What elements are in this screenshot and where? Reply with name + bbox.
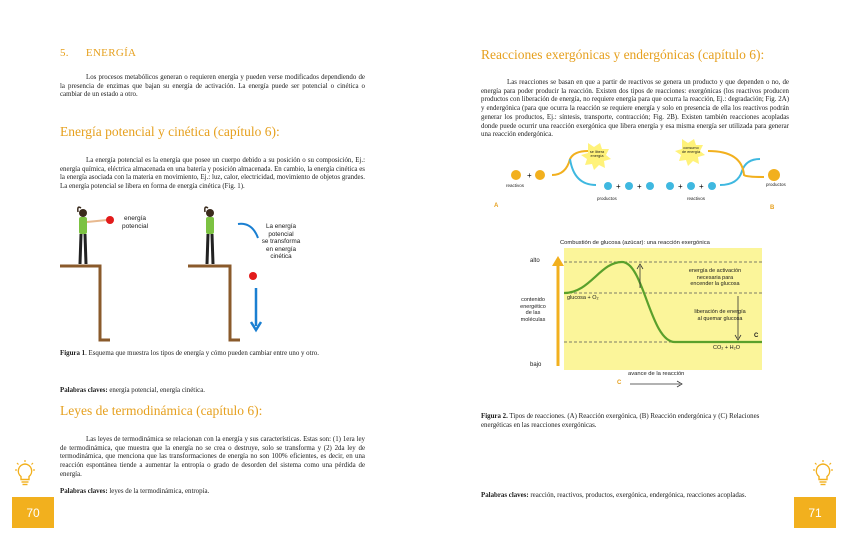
- person-left: [78, 207, 107, 264]
- y-axis-arrowhead: [552, 256, 564, 266]
- label-productos-b: productos: [766, 182, 786, 187]
- figure-1: [60, 198, 320, 344]
- svg-text:+: +: [637, 182, 642, 191]
- lightbulb-icon: [13, 460, 37, 490]
- label-potential-energy: energía potencial: [122, 215, 149, 230]
- letter-c: C: [617, 380, 622, 386]
- chart-title: Combustión de glucosa (azúcar): una reacción exergónica: [560, 240, 710, 246]
- ball-falling: [249, 272, 257, 280]
- figure-2-caption: Figura 2. Tipos de reacciones. (A) Reacción exergónica, (B) Reacción endergónica y (C) Relaciones energéticas en las reacciones exergónicas.: [481, 413, 760, 429]
- right-page: [424, 0, 848, 549]
- page-number: 71: [794, 497, 836, 528]
- cliff-left: [60, 266, 110, 340]
- arrow-down-right: [708, 151, 764, 177]
- keywords-energy: Palabras claves: energía potencial, energía cinética.: [60, 387, 205, 394]
- molecule: [646, 182, 654, 190]
- label-burst-left: se libera energía: [589, 150, 605, 159]
- energy-paragraph: La energía potencial es la energía que posee un cuerpo debido a su posición o su composición, Ej.: energía química, eléctrica almacenada en una batería y posición almacenada. En cambio, la energía cinética es la energía asociada con la materia en movimiento, Ej.: luz, calor, electricidad, movimiento de objetos grandes. La energía potencial se libera en forma de energía cinética (Fig. 1).: [60, 157, 365, 191]
- y-axis-label: contenido energético de las moléculas: [520, 297, 546, 323]
- label-high: alto: [530, 258, 540, 264]
- heading-reactions: Reacciones exergónicas y endergónicas (capítulo 6):: [481, 47, 765, 62]
- label-low: bajo: [530, 362, 542, 368]
- figure-1-caption: Figura 1. Esquema que muestra los tipos de energía y cómo pueden cambiar entre uno y otro.: [60, 350, 319, 357]
- person-right: [205, 207, 214, 264]
- section-title: [60, 47, 150, 59]
- svg-text:+: +: [678, 182, 683, 191]
- reaction-scheme-illustration: [484, 139, 794, 217]
- thermo-paragraph: Las leyes de termodinámica se relacionan con la energía y sus características. Estas son: (1) 1era ley de termodinámica, que muestra que la energía no se crea o destruye, solo se transforma y (2) 2da ley de termodinámica, que menciona que las transformaciones de energía no son 100% eficientes, es decir, en una reacción espontánea tiende a aumentar la entropía o grado de desorden del sistema como una pérdida de energía.: [60, 436, 365, 478]
- molecule: [666, 182, 674, 190]
- label-burst-right: consumo de energía: [681, 146, 701, 155]
- page-number: 70: [12, 497, 54, 528]
- x-axis-label: avance de la reacción: [628, 371, 685, 377]
- molecule: [625, 182, 633, 190]
- molecule: [604, 182, 612, 190]
- label-reactivos-a: reactivos: [506, 183, 525, 188]
- section-name: ENERGÍA: [85, 47, 137, 59]
- label-energy-release: liberación de energía al quemar glucosa: [694, 309, 746, 322]
- svg-text:+: +: [527, 171, 532, 180]
- label-products: CO₂ + H₂O: [713, 345, 741, 351]
- svg-text:+: +: [616, 182, 621, 191]
- molecule: [535, 170, 545, 180]
- label-glucose: glucosa + O₂: [567, 295, 599, 301]
- label-c-inside: C: [754, 333, 759, 339]
- label-activation-energy: energía de activación necesaria para encender la glucosa: [688, 268, 742, 288]
- reaction-scheme: [484, 139, 794, 217]
- letter-b: B: [770, 205, 775, 211]
- section-number: 5.: [60, 47, 69, 59]
- label-reactivos-middle: reactivos: [687, 196, 706, 201]
- reactions-paragraph: Las reacciones se basan en que a partir de reactivos se genera un producto y que dependen o no, de energía para poder producir la reacción. Existen dos tipos de reacciones: exergónicas (los reactivos producen productos con liberación de energía, no requiere energía para que ocurra la reacción, Ej.: degradación; Fig. 2A) y endergónica (para que ocurra la reacción se requiere energía y solo en presencia de ella los reactivos podrán generar los productos, Ej.: síntesis, transporte, contracción; Fig. 2B). Existen también reacciones acopladas donde puede ocurrir una reacción exergónica que libera energía y esa misma energía ser utilizada para generar una reacción endergónica.: [481, 79, 789, 139]
- intro-paragraph: Los procesos metabólicos generan o requieren energía y pueden verse modificados dependiendo de la presencia de enzimas que bajan su energía de activación. La energía puede ser potencial o cinética o cambiar de un estado a otro.: [60, 74, 365, 99]
- letter-a: A: [494, 203, 499, 209]
- label-transform: La energía potencial se transforma en energía cinética: [261, 223, 301, 260]
- keywords-reactions: Palabras claves: reacción, reactivos, productos, exergónica, endergónica, reacciones acopladas.: [481, 492, 747, 499]
- svg-text:+: +: [699, 182, 704, 191]
- molecule: [511, 170, 521, 180]
- energy-chart: [510, 238, 790, 388]
- molecule: [708, 182, 716, 190]
- ball-held: [106, 216, 114, 224]
- cliff-right: [188, 266, 240, 340]
- molecule: [768, 169, 780, 181]
- figure-1-illustration: [60, 198, 320, 344]
- molecule: [687, 182, 695, 190]
- heading-thermodynamics: Leyes de termodinámica (capítulo 6):: [60, 403, 263, 418]
- heading-potential-kinetic: Energía potencial y cinética (capítulo 6):: [60, 124, 280, 139]
- label-productos-middle: productos: [597, 196, 617, 201]
- lightbulb-icon: [811, 460, 835, 490]
- keywords-thermo: Palabras claves: leyes de la termodinámica, entropía.: [60, 488, 210, 495]
